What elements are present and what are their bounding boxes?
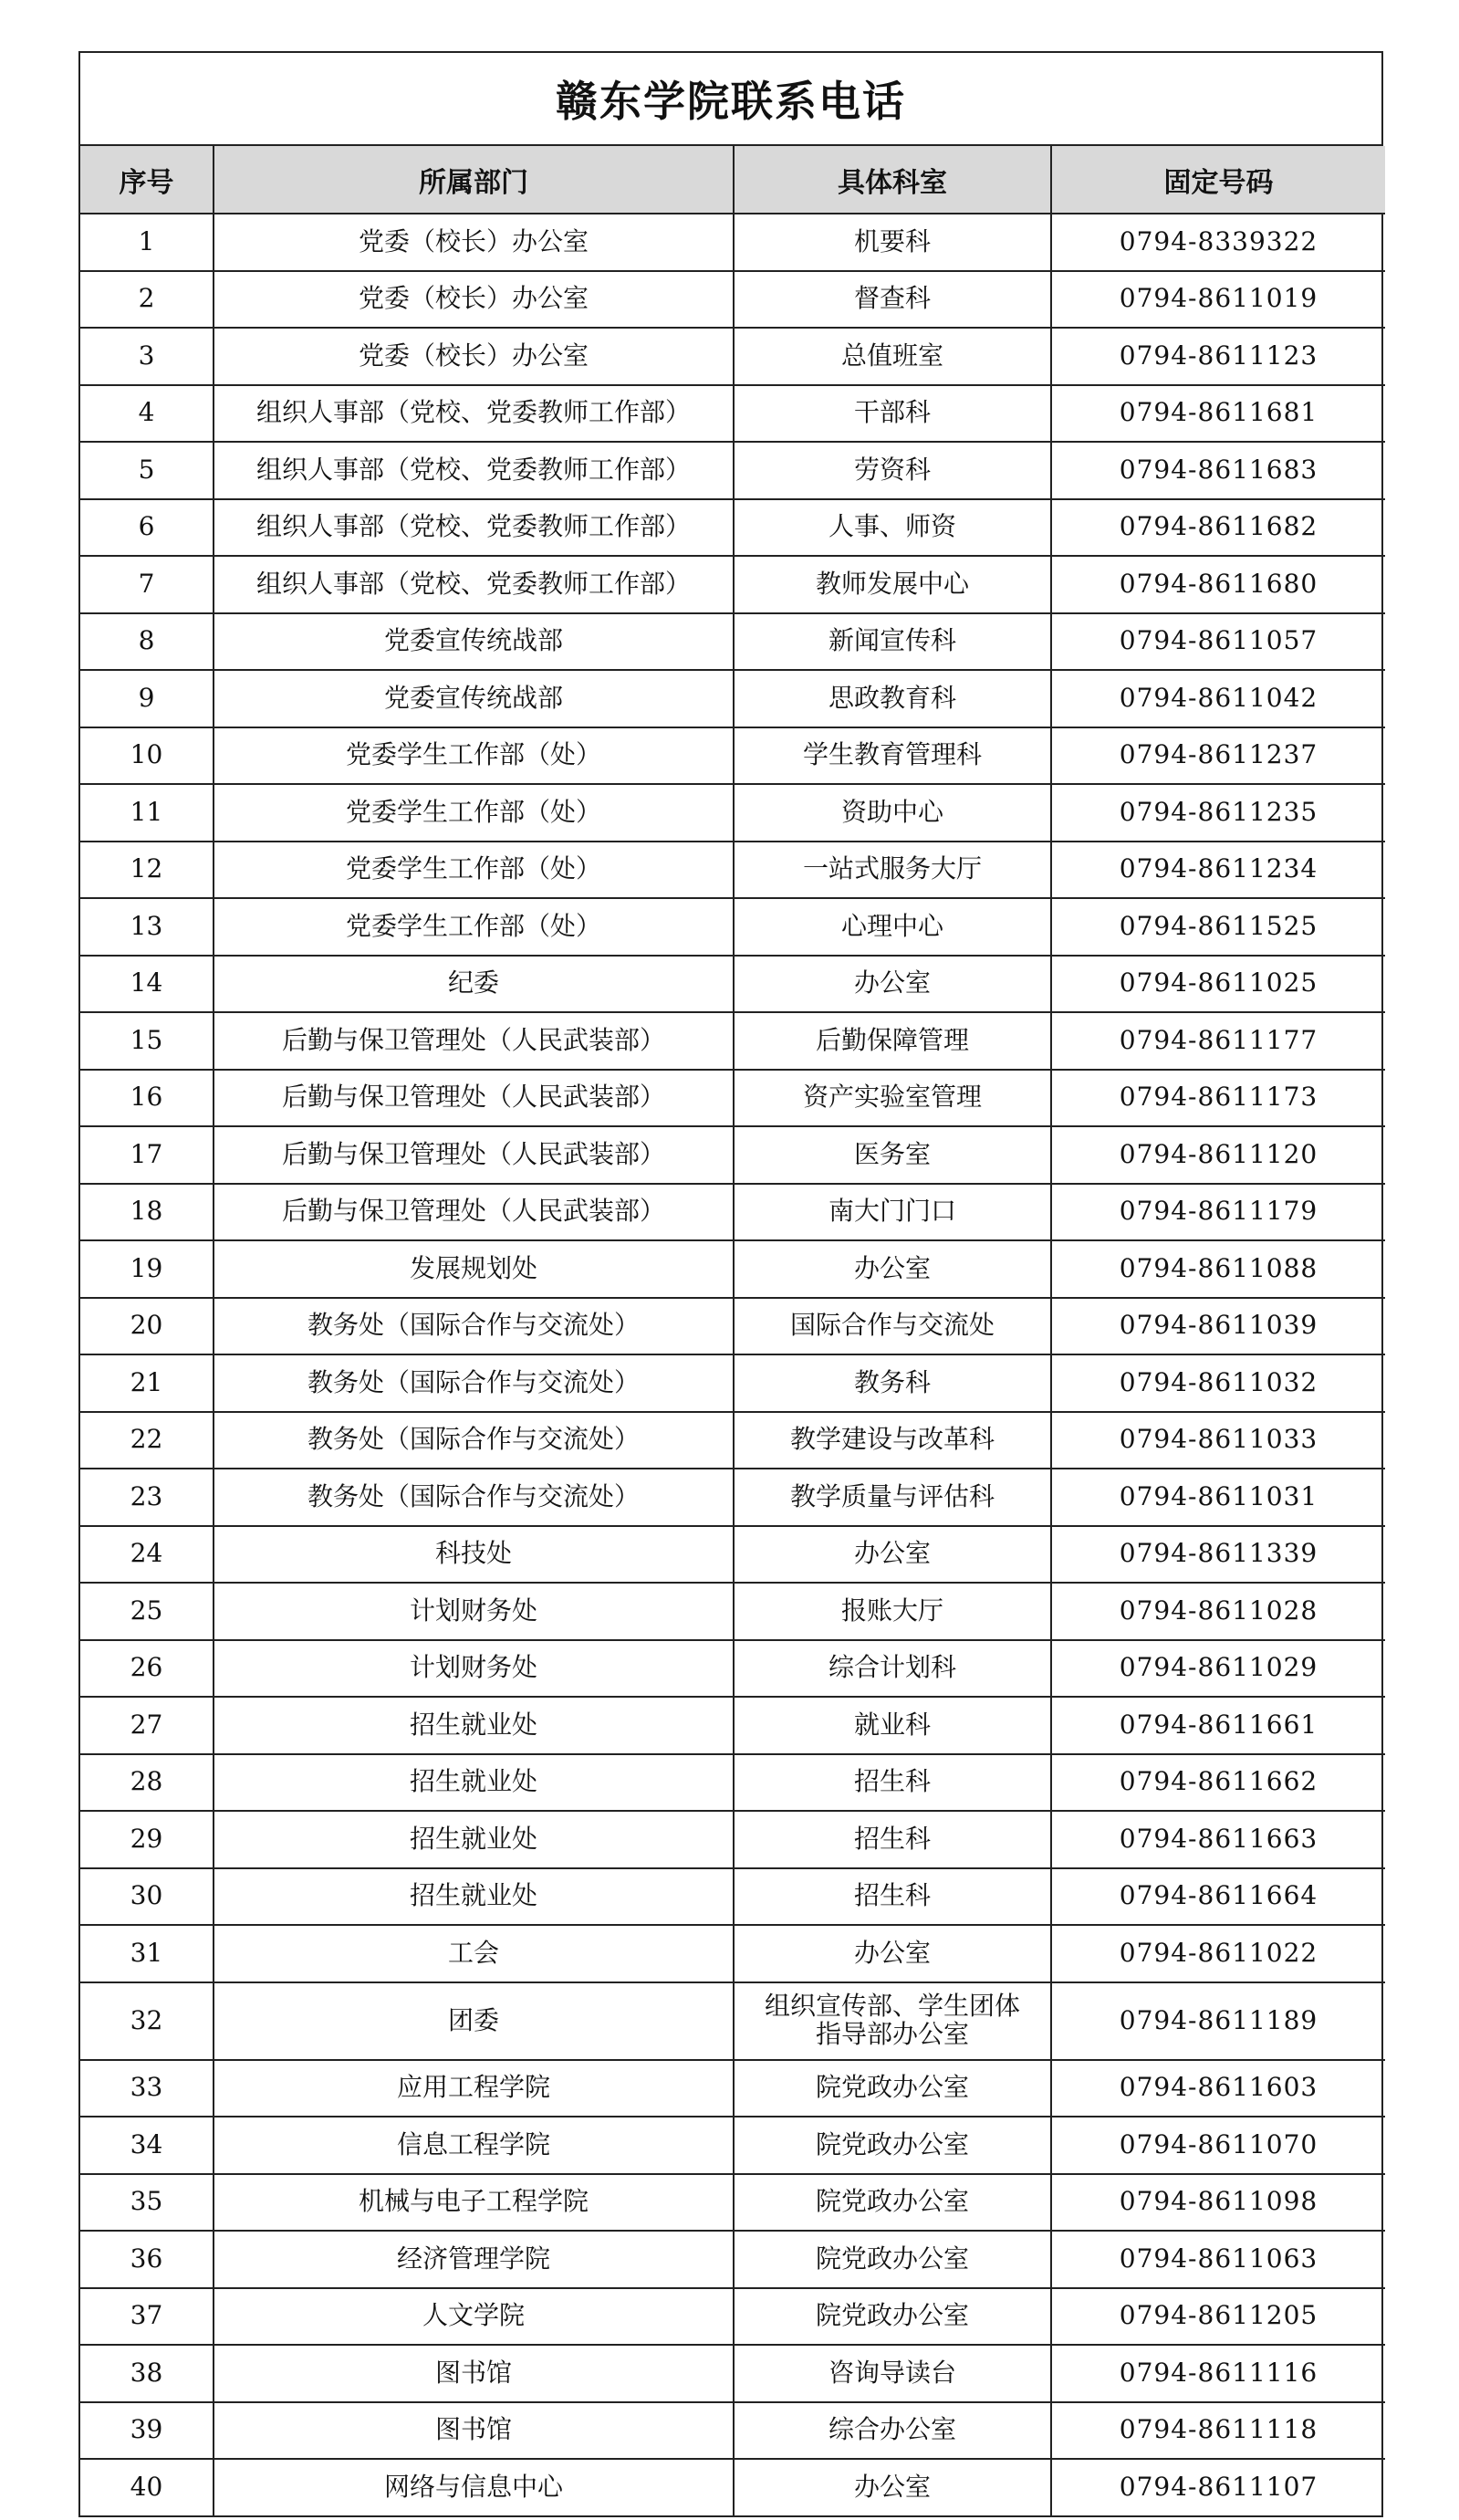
row-department: 应用工程学院 [214, 2060, 734, 2117]
row-phone: 0794-8611603 [1051, 2060, 1385, 2117]
row-office: 办公室 [734, 1925, 1051, 1982]
row-department: 党委宣传统战部 [214, 670, 734, 727]
row-phone: 0794-8611033 [1051, 1412, 1385, 1469]
table-row [80, 1412, 1385, 1469]
row-office: 组织宣传部、学生团体指导部办公室 [734, 1982, 1051, 2060]
row-phone: 0794-8611173 [1051, 1070, 1385, 1127]
table-row [80, 956, 1385, 1013]
row-index: 3 [80, 328, 214, 385]
table-row [80, 1298, 1385, 1355]
table-row [80, 271, 1385, 329]
row-phone: 0794-8611070 [1051, 2117, 1385, 2174]
header-department: 所属部门 [214, 146, 734, 214]
row-office: 新闻宣传科 [734, 613, 1051, 671]
row-office: 干部科 [734, 385, 1051, 443]
row-phone: 0794-8611118 [1051, 2402, 1385, 2460]
row-index: 22 [80, 1412, 214, 1469]
row-phone: 0794-8611205 [1051, 2288, 1385, 2346]
row-department: 计划财务处 [214, 1583, 734, 1640]
row-phone: 0794-8611682 [1051, 499, 1385, 557]
row-phone: 0794-8611098 [1051, 2174, 1385, 2232]
header-phone: 固定号码 [1051, 146, 1385, 214]
row-office: 院党政办公室 [734, 2174, 1051, 2232]
table-row [80, 2060, 1385, 2117]
row-department: 科技处 [214, 1526, 734, 1584]
row-phone: 0794-8611235 [1051, 784, 1385, 842]
row-office: 劳资科 [734, 442, 1051, 499]
row-department: 招生就业处 [214, 1868, 734, 1926]
row-office: 招生科 [734, 1754, 1051, 1812]
row-index: 36 [80, 2231, 214, 2288]
table-row [80, 2174, 1385, 2232]
row-department: 计划财务处 [214, 1640, 734, 1698]
row-department: 后勤与保卫管理处（人民武装部） [214, 1012, 734, 1070]
table-row [80, 1925, 1385, 1982]
row-index: 1 [80, 214, 214, 271]
row-index: 25 [80, 1583, 214, 1640]
row-index: 15 [80, 1012, 214, 1070]
table-row [80, 214, 1385, 271]
row-office: 招生科 [734, 1868, 1051, 1926]
row-department: 后勤与保卫管理处（人民武装部） [214, 1126, 734, 1184]
row-office: 咨询导读台 [734, 2345, 1051, 2402]
row-phone: 0794-8611042 [1051, 670, 1385, 727]
row-phone: 0794-8611237 [1051, 727, 1385, 785]
contact-table [80, 146, 1385, 2515]
row-index: 30 [80, 1868, 214, 1926]
row-department: 发展规划处 [214, 1240, 734, 1298]
row-index: 6 [80, 499, 214, 557]
row-department: 招生就业处 [214, 1811, 734, 1868]
row-index: 33 [80, 2060, 214, 2117]
row-department: 图书馆 [214, 2345, 734, 2402]
row-index: 40 [80, 2459, 214, 2515]
table-row [80, 1126, 1385, 1184]
row-index: 11 [80, 784, 214, 842]
row-index: 39 [80, 2402, 214, 2460]
row-index: 38 [80, 2345, 214, 2402]
table-row [80, 1070, 1385, 1127]
row-office: 院党政办公室 [734, 2288, 1051, 2346]
row-office: 国际合作与交流处 [734, 1298, 1051, 1355]
row-office: 资助中心 [734, 784, 1051, 842]
row-index: 9 [80, 670, 214, 727]
row-office: 心理中心 [734, 898, 1051, 956]
row-index: 16 [80, 1070, 214, 1127]
table-row [80, 1354, 1385, 1412]
table-row [80, 2117, 1385, 2174]
row-department: 教务处（国际合作与交流处） [214, 1469, 734, 1526]
row-office: 综合办公室 [734, 2402, 1051, 2460]
row-index: 5 [80, 442, 214, 499]
row-index: 26 [80, 1640, 214, 1698]
table-row [80, 2459, 1385, 2515]
row-index: 8 [80, 613, 214, 671]
row-office: 办公室 [734, 2459, 1051, 2515]
row-phone: 0794-8611116 [1051, 2345, 1385, 2402]
row-index: 27 [80, 1697, 214, 1754]
row-department: 团委 [214, 1982, 734, 2060]
row-department: 党委（校长）办公室 [214, 214, 734, 271]
table-row [80, 1012, 1385, 1070]
row-index: 14 [80, 956, 214, 1013]
row-office: 办公室 [734, 1526, 1051, 1584]
row-office: 院党政办公室 [734, 2060, 1051, 2117]
table-row [80, 2231, 1385, 2288]
row-department: 组织人事部（党校、党委教师工作部） [214, 385, 734, 443]
table-row [80, 613, 1385, 671]
row-phone: 0794-8611123 [1051, 328, 1385, 385]
row-phone: 0794-8611662 [1051, 1754, 1385, 1812]
table-row [80, 385, 1385, 443]
row-index: 10 [80, 727, 214, 785]
table-row [80, 727, 1385, 785]
row-phone: 0794-8611031 [1051, 1469, 1385, 1526]
row-office: 教师发展中心 [734, 556, 1051, 613]
row-office: 教务科 [734, 1354, 1051, 1412]
row-department: 工会 [214, 1925, 734, 1982]
row-office: 人事、师资 [734, 499, 1051, 557]
row-office: 院党政办公室 [734, 2231, 1051, 2288]
row-department: 机械与电子工程学院 [214, 2174, 734, 2232]
row-office: 督查科 [734, 271, 1051, 329]
row-index: 19 [80, 1240, 214, 1298]
row-office: 教学建设与改革科 [734, 1412, 1051, 1469]
row-index: 32 [80, 1982, 214, 2060]
row-phone: 0794-8611025 [1051, 956, 1385, 1013]
row-phone: 0794-8611680 [1051, 556, 1385, 613]
table-row [80, 1640, 1385, 1698]
table-row [80, 328, 1385, 385]
row-department: 组织人事部（党校、党委教师工作部） [214, 442, 734, 499]
row-phone: 0794-8611234 [1051, 842, 1385, 899]
row-index: 17 [80, 1126, 214, 1184]
row-department: 纪委 [214, 956, 734, 1013]
row-department: 党委学生工作部（处） [214, 784, 734, 842]
row-index: 20 [80, 1298, 214, 1355]
row-phone: 0794-8611088 [1051, 1240, 1385, 1298]
table-row [80, 499, 1385, 557]
row-phone: 0794-8611022 [1051, 1925, 1385, 1982]
row-phone: 0794-8611019 [1051, 271, 1385, 329]
row-department: 党委（校长）办公室 [214, 328, 734, 385]
row-department: 党委学生工作部（处） [214, 842, 734, 899]
row-phone: 0794-8339322 [1051, 214, 1385, 271]
row-phone: 0794-8611032 [1051, 1354, 1385, 1412]
table-row [80, 2402, 1385, 2460]
header-index: 序号 [80, 146, 214, 214]
table-row [80, 1754, 1385, 1812]
row-department: 招生就业处 [214, 1754, 734, 1812]
table-row [80, 842, 1385, 899]
row-index: 34 [80, 2117, 214, 2174]
row-index: 37 [80, 2288, 214, 2346]
row-index: 24 [80, 1526, 214, 1584]
row-index: 21 [80, 1354, 214, 1412]
page-title: 赣东学院联系电话 [80, 53, 1381, 146]
row-office: 一站式服务大厅 [734, 842, 1051, 899]
table-header-row [80, 146, 1385, 214]
row-office: 办公室 [734, 956, 1051, 1013]
row-index: 12 [80, 842, 214, 899]
row-index: 7 [80, 556, 214, 613]
row-index: 23 [80, 1469, 214, 1526]
row-department: 信息工程学院 [214, 2117, 734, 2174]
table-row [80, 1982, 1385, 2060]
row-phone: 0794-8611681 [1051, 385, 1385, 443]
row-department: 党委学生工作部（处） [214, 898, 734, 956]
header-office: 具体科室 [734, 146, 1051, 214]
row-department: 组织人事部（党校、党委教师工作部） [214, 556, 734, 613]
row-department: 网络与信息中心 [214, 2459, 734, 2515]
row-office: 综合计划科 [734, 1640, 1051, 1698]
row-phone: 0794-8611683 [1051, 442, 1385, 499]
row-office: 招生科 [734, 1811, 1051, 1868]
row-department: 经济管理学院 [214, 2231, 734, 2288]
row-office: 教学质量与评估科 [734, 1469, 1051, 1526]
table-row [80, 670, 1385, 727]
row-department: 组织人事部（党校、党委教师工作部） [214, 499, 734, 557]
row-department: 后勤与保卫管理处（人民武装部） [214, 1184, 734, 1241]
row-phone: 0794-8611189 [1051, 1982, 1385, 2060]
table-row [80, 1811, 1385, 1868]
table-row [80, 1697, 1385, 1754]
row-department: 党委学生工作部（处） [214, 727, 734, 785]
row-phone: 0794-8611661 [1051, 1697, 1385, 1754]
table-row [80, 1868, 1385, 1926]
row-office: 报账大厅 [734, 1583, 1051, 1640]
row-department: 图书馆 [214, 2402, 734, 2460]
row-phone: 0794-8611057 [1051, 613, 1385, 671]
row-office: 资产实验室管理 [734, 1070, 1051, 1127]
table-row [80, 1526, 1385, 1584]
table-row [80, 1469, 1385, 1526]
row-index: 4 [80, 385, 214, 443]
table-row [80, 1240, 1385, 1298]
row-department: 党委（校长）办公室 [214, 271, 734, 329]
table-row [80, 898, 1385, 956]
row-office: 就业科 [734, 1697, 1051, 1754]
row-department: 人文学院 [214, 2288, 734, 2346]
row-phone: 0794-8611177 [1051, 1012, 1385, 1070]
row-office: 思政教育科 [734, 670, 1051, 727]
row-department: 教务处（国际合作与交流处） [214, 1354, 734, 1412]
row-phone: 0794-8611663 [1051, 1811, 1385, 1868]
row-department: 招生就业处 [214, 1697, 734, 1754]
row-index: 29 [80, 1811, 214, 1868]
row-index: 2 [80, 271, 214, 329]
row-department: 教务处（国际合作与交流处） [214, 1412, 734, 1469]
row-office: 后勤保障管理 [734, 1012, 1051, 1070]
table-row [80, 556, 1385, 613]
row-department: 后勤与保卫管理处（人民武装部） [214, 1070, 734, 1127]
row-phone: 0794-8611120 [1051, 1126, 1385, 1184]
row-phone: 0794-8611339 [1051, 1526, 1385, 1584]
row-department: 党委宣传统战部 [214, 613, 734, 671]
contact-sheet [78, 51, 1383, 2517]
row-office: 学生教育管理科 [734, 727, 1051, 785]
row-office: 机要科 [734, 214, 1051, 271]
table-row [80, 784, 1385, 842]
table-row [80, 1184, 1385, 1241]
row-office: 办公室 [734, 1240, 1051, 1298]
row-index: 18 [80, 1184, 214, 1241]
row-phone: 0794-8611525 [1051, 898, 1385, 956]
row-phone: 0794-8611179 [1051, 1184, 1385, 1241]
row-office: 总值班室 [734, 328, 1051, 385]
table-row [80, 2288, 1385, 2346]
row-index: 35 [80, 2174, 214, 2232]
row-department: 教务处（国际合作与交流处） [214, 1298, 734, 1355]
row-office: 南大门门口 [734, 1184, 1051, 1241]
row-office: 医务室 [734, 1126, 1051, 1184]
row-phone: 0794-8611664 [1051, 1868, 1385, 1926]
row-phone: 0794-8611107 [1051, 2459, 1385, 2515]
row-phone: 0794-8611063 [1051, 2231, 1385, 2288]
table-row [80, 442, 1385, 499]
row-phone: 0794-8611028 [1051, 1583, 1385, 1640]
table-row [80, 1583, 1385, 1640]
row-index: 31 [80, 1925, 214, 1982]
row-index: 13 [80, 898, 214, 956]
row-office: 院党政办公室 [734, 2117, 1051, 2174]
row-index: 28 [80, 1754, 214, 1812]
row-phone: 0794-8611029 [1051, 1640, 1385, 1698]
table-row [80, 2345, 1385, 2402]
row-phone: 0794-8611039 [1051, 1298, 1385, 1355]
